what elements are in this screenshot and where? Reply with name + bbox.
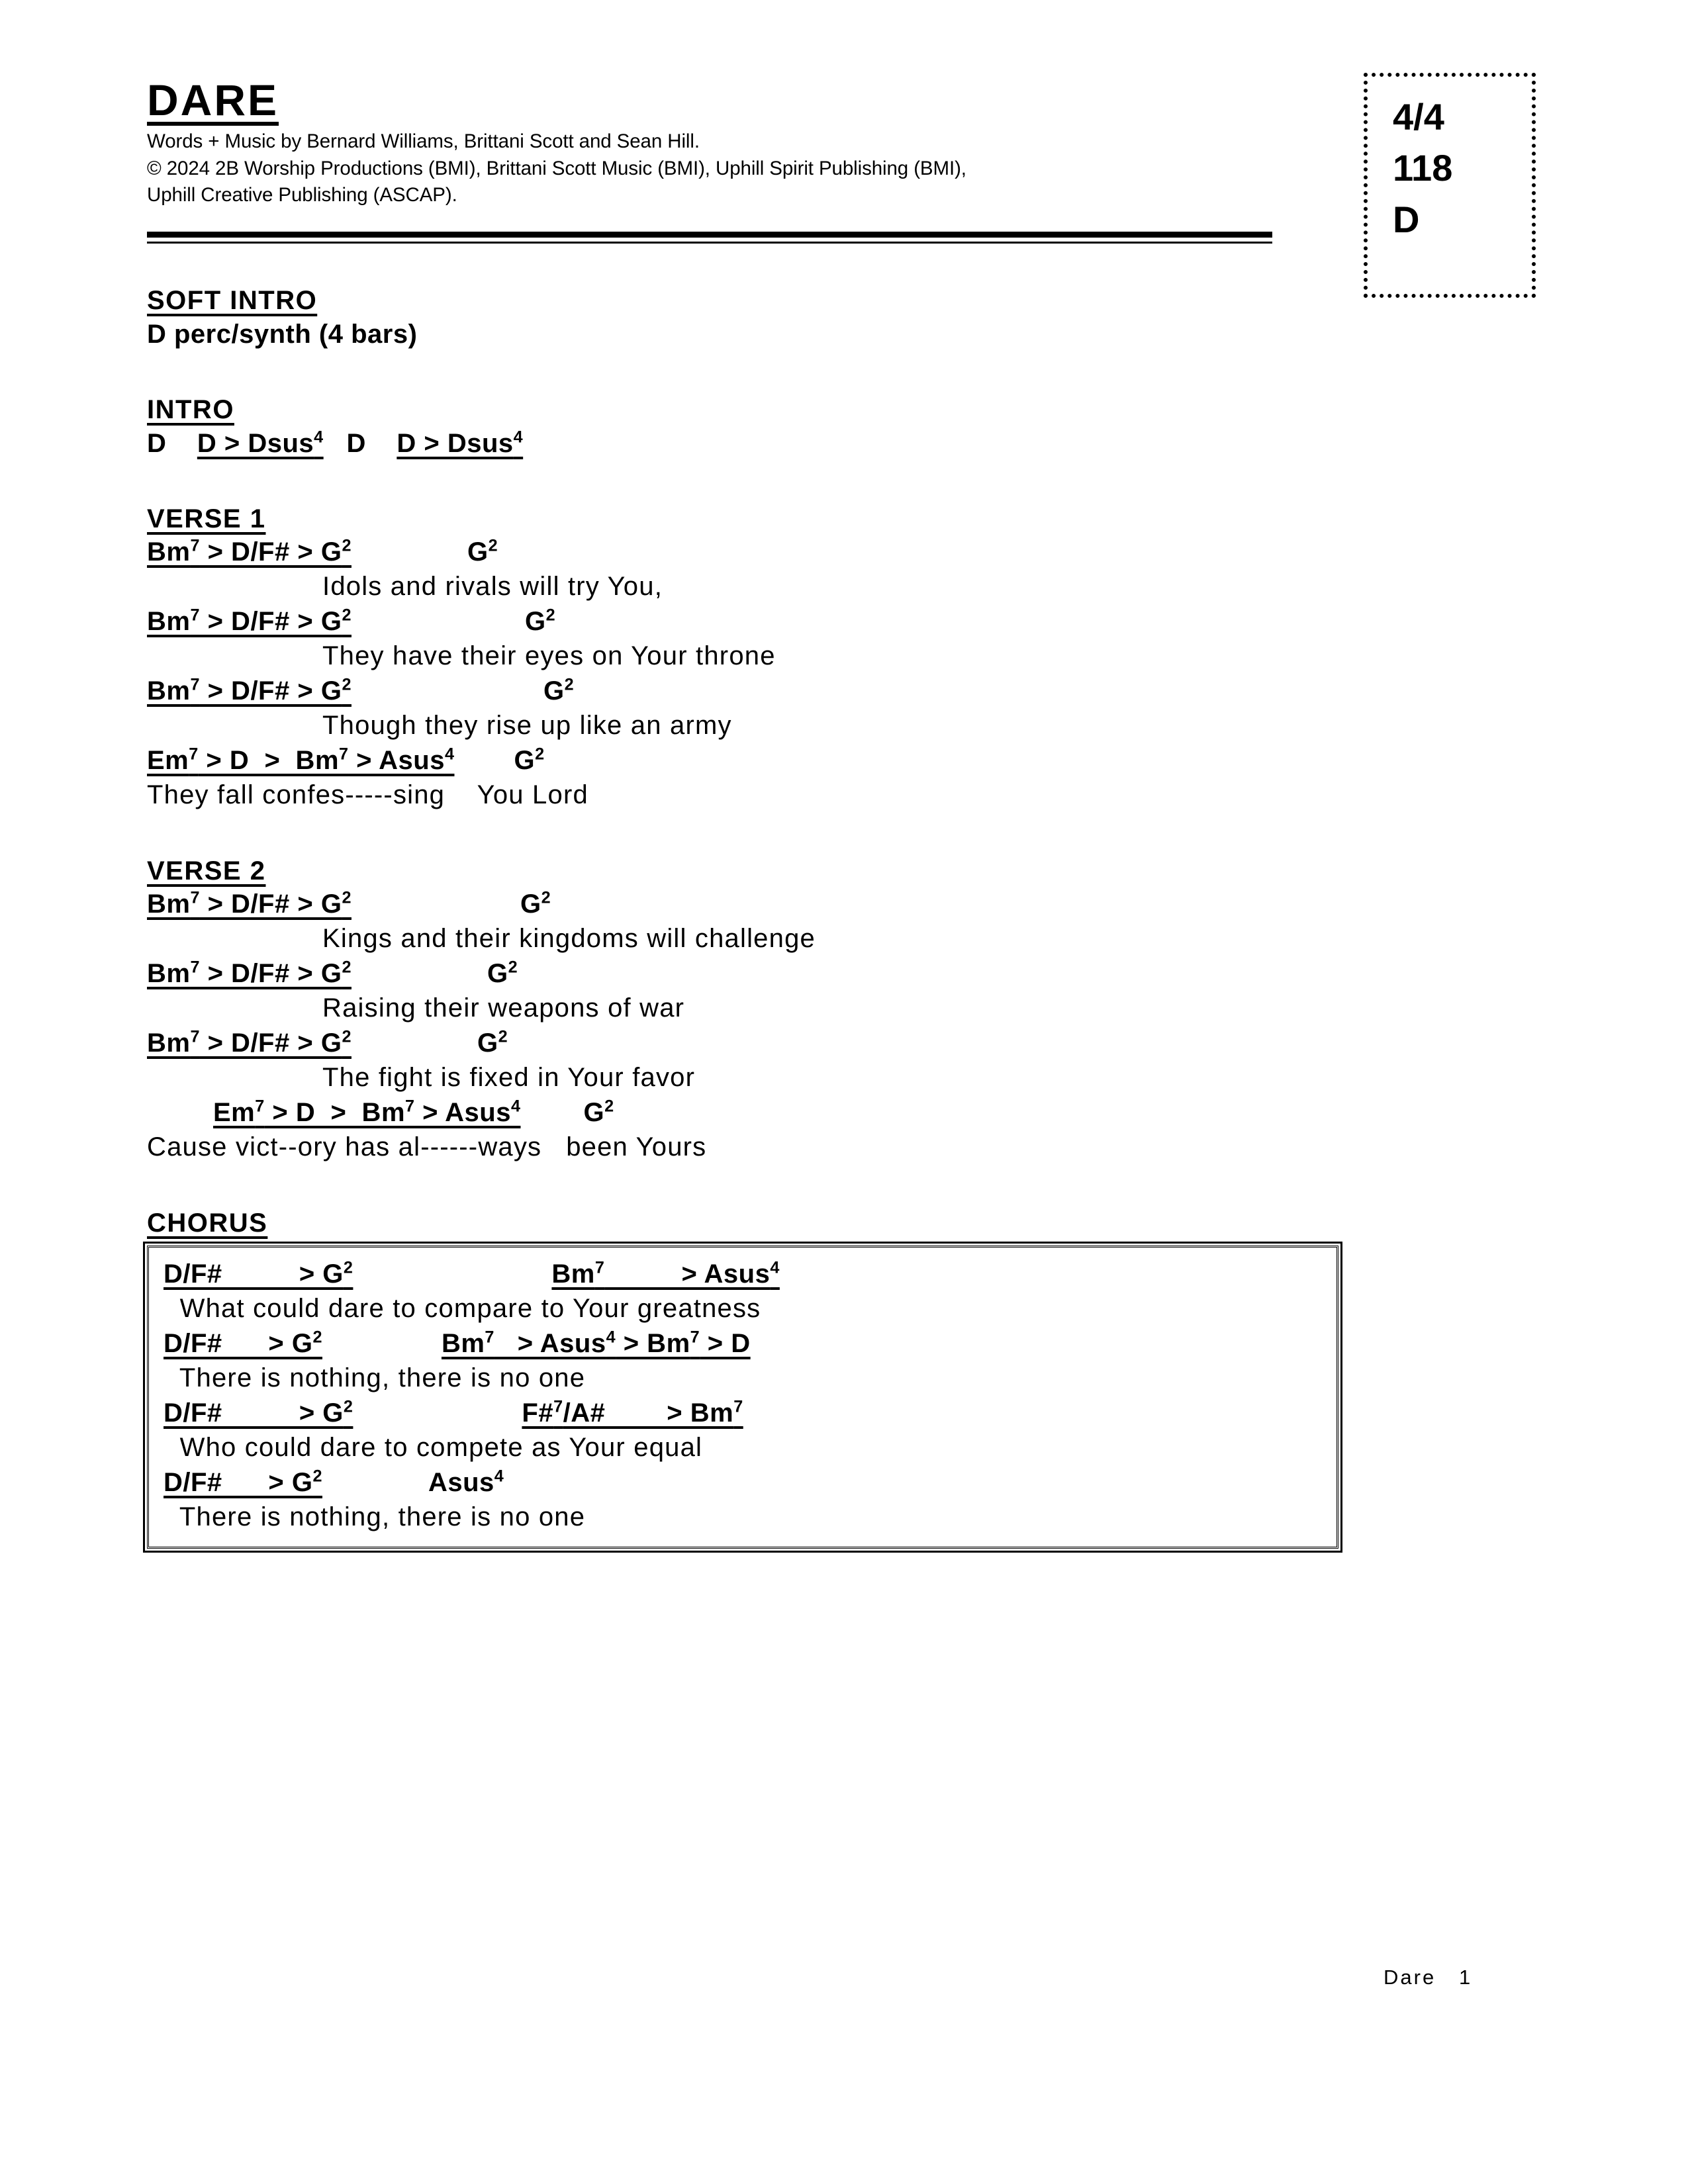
lyric-line: Kings and their kingdoms will challenge xyxy=(322,924,816,954)
chord-line xyxy=(164,1396,1323,1430)
chord-progression: $Em^7 > D > Bm^7$ > Asus$^4$ xyxy=(147,745,455,775)
chord-trailing: $G^2$ xyxy=(520,889,551,919)
chord-trailing: $G^2$ xyxy=(543,675,575,705)
chord-extension: 4 xyxy=(510,1097,521,1116)
chord-extension: 4 xyxy=(606,1328,616,1347)
soft-intro-instruction: D perc/synth (4 bars) xyxy=(147,319,418,349)
chord-trailing: $G^2$ xyxy=(514,745,545,775)
chord-extension: 2 xyxy=(343,1397,353,1416)
page-title: DARE xyxy=(147,75,279,124)
chord-trailing: $G^2$ xyxy=(477,1027,508,1058)
chord-line xyxy=(147,887,1537,921)
key-tempo-box xyxy=(1364,73,1536,298)
chorus-lines xyxy=(164,1257,1323,1534)
section-heading-chorus: CHORUS xyxy=(147,1208,268,1238)
chart-body xyxy=(147,285,1537,1549)
chord-progression: $Bm^7$ > D/F# > $G^2$ xyxy=(147,889,352,919)
lyric-line: There is nothing, there is no one xyxy=(164,1363,586,1393)
chord-extension: 7 xyxy=(190,1027,200,1046)
chord-extension: 2 xyxy=(488,537,498,556)
chord-extension: 2 xyxy=(342,1027,352,1046)
spacer xyxy=(147,351,1537,394)
chord-line xyxy=(147,1095,1537,1130)
lyric-line: Idols and rivals will try You, xyxy=(322,572,663,602)
lyric-line: Cause vict--ory has al------ways been Yours xyxy=(147,1132,707,1161)
chord-trailing: $G^2$ xyxy=(467,537,498,567)
chord-line xyxy=(147,743,1537,778)
chord-trailing: $G^2$ xyxy=(583,1097,614,1127)
intro-chord-line xyxy=(147,426,1537,461)
intro-chord-group-1 xyxy=(197,429,324,458)
intro-chord-text-1: D > Dsus xyxy=(197,428,314,458)
chord-progression-left: D/F# > $G^2$ xyxy=(164,1397,353,1428)
chord-line xyxy=(147,956,1537,991)
credit-line-copyright-2: Uphill Creative Publishing (ASCAP). xyxy=(147,184,457,206)
intro-chord-plain-2: D xyxy=(346,428,366,458)
chord-line xyxy=(164,1326,1323,1361)
credit-line-authors: Words + Music by Bernard Williams, Brittani Scott and Sean Hill. xyxy=(147,130,700,152)
chord-progression: $Bm^7$ > D/F# > $G^2$ xyxy=(147,537,352,567)
spacer xyxy=(147,813,1537,855)
chord-extension: 4 xyxy=(770,1259,780,1278)
section-chorus xyxy=(147,1207,1537,1549)
chord-progression-right: Asus$^4$ xyxy=(428,1467,504,1497)
chord-trailing: $G^2$ xyxy=(524,606,556,637)
chord-extension: 7 xyxy=(690,1328,700,1347)
chord-progression-left: D/F# > $G^2$ xyxy=(164,1467,322,1497)
chord-progression: $Bm^7$ > D/F# > $G^2$ xyxy=(147,1027,352,1058)
lyric-line: They have their eyes on Your throne xyxy=(322,641,776,671)
lyric-line: Raising their weapons of war xyxy=(322,993,685,1023)
chord-extension: 2 xyxy=(498,1027,508,1046)
chord-extension: 2 xyxy=(541,889,551,908)
section-intro xyxy=(147,394,1537,461)
chord-progression-left: D/F# > $G^2$ xyxy=(164,1259,353,1289)
chord-line xyxy=(147,674,1537,708)
page-footer: Dare 1 xyxy=(1383,1966,1473,1989)
chord-extension: 4 xyxy=(494,1467,504,1486)
lyric-line: There is nothing, there is no one xyxy=(164,1502,586,1531)
chord-extension: 7 xyxy=(405,1097,415,1116)
divider-thick-rule xyxy=(147,232,1272,238)
chord-extension: 4 xyxy=(444,745,455,764)
chord-progression-left: D/F# > $G^2$ xyxy=(164,1328,322,1359)
section-verse-1 xyxy=(147,503,1537,813)
header-divider xyxy=(147,232,1272,244)
divider-thin-rule xyxy=(147,242,1272,244)
section-heading-soft-intro: SOFT INTRO xyxy=(147,286,318,315)
chord-extension: 7 xyxy=(594,1259,605,1278)
chord-extension: 2 xyxy=(545,606,556,625)
chord-progression: $Em^7 > D > Bm^7$ > Asus$^4$ xyxy=(213,1097,521,1127)
chord-progression: $Bm^7$ > D/F# > $G^2$ xyxy=(147,606,352,637)
lyric-line: Though they rise up like an army xyxy=(322,710,732,740)
chord-extension: 2 xyxy=(342,537,352,556)
chord-extension: 7 xyxy=(485,1328,494,1347)
chord-extension: 2 xyxy=(342,889,352,908)
chord-extension: 2 xyxy=(312,1328,322,1347)
verse-2-lines xyxy=(147,887,1537,1164)
chord-line xyxy=(147,604,1537,639)
spacer xyxy=(147,1165,1537,1207)
chord-extension: 7 xyxy=(190,889,200,908)
chord-progression: $Bm^7$ > D/F# > $G^2$ xyxy=(147,675,352,705)
intro-chord-sup-1: 4 xyxy=(314,428,324,447)
chord-extension: 2 xyxy=(535,745,545,764)
spacer xyxy=(147,461,1537,503)
intro-chord-group-2 xyxy=(397,429,523,458)
section-verse-2 xyxy=(147,855,1537,1165)
chord-extension: 7 xyxy=(190,537,200,556)
chord-extension: 7 xyxy=(190,958,200,977)
key-value: D xyxy=(1393,198,1420,240)
intro-chord-sup-2: 4 xyxy=(513,428,524,447)
chord-extension: 7 xyxy=(733,1397,743,1416)
chord-extension: 2 xyxy=(342,606,352,625)
lyric-line: They fall confes-----sing You Lord xyxy=(147,780,588,809)
chord-extension: 7 xyxy=(339,745,349,764)
chord-extension: 7 xyxy=(190,606,200,625)
chord-progression-right: Bm$^7$ > Asus$^4$ xyxy=(551,1259,780,1289)
lyric-line: The fight is fixed in Your favor xyxy=(322,1062,696,1092)
chord-extension: 7 xyxy=(190,675,200,694)
chord-line xyxy=(147,1026,1537,1060)
chord-extension: 7 xyxy=(553,1397,563,1416)
chorus-box xyxy=(147,1246,1338,1548)
time-signature-value: 4/4 xyxy=(1393,96,1444,138)
chord-trailing: $G^2$ xyxy=(487,958,518,989)
chord-extension: 2 xyxy=(564,675,575,694)
section-heading-intro: INTRO xyxy=(147,394,234,424)
lyric-line: What could dare to compare to Your greatness xyxy=(164,1294,761,1324)
chord-progression: $Bm^7$ > D/F# > $G^2$ xyxy=(147,958,352,989)
chord-progression-right: Bm$^7$ > Asus$^4$ > $Bm^7 > D$ xyxy=(441,1328,751,1359)
chord-line xyxy=(147,535,1537,569)
chord-extension: 2 xyxy=(342,675,352,694)
chord-extension: 2 xyxy=(343,1259,353,1278)
chord-line xyxy=(164,1257,1323,1291)
document-header xyxy=(147,75,1272,209)
chord-extension: 7 xyxy=(189,745,199,764)
section-heading-verse-2: VERSE 2 xyxy=(147,856,266,886)
chord-extension: 7 xyxy=(255,1097,265,1116)
section-heading-verse-1: VERSE 1 xyxy=(147,504,266,533)
chord-extension: 2 xyxy=(604,1097,614,1116)
intro-chord-plain-1: D xyxy=(147,428,167,458)
tempo-value: 118 xyxy=(1393,147,1453,189)
chord-extension: 2 xyxy=(312,1467,322,1486)
lyric-line: Who could dare to compete as Your equal xyxy=(164,1432,703,1462)
credit-line-copyright-1: © 2024 2B Worship Productions (BMI), Brittani Scott Music (BMI), Uphill Spirit Publishing (BMI), xyxy=(147,157,966,179)
chord-extension: 2 xyxy=(342,958,352,977)
chord-line xyxy=(164,1465,1323,1500)
intro-chord-text-2: D > Dsus xyxy=(397,428,514,458)
chord-progression-right: F#$^7$/A# > $Bm^7$ xyxy=(522,1397,743,1428)
chord-extension: 2 xyxy=(508,958,518,977)
verse-1-lines xyxy=(147,535,1537,812)
section-soft-intro xyxy=(147,285,1537,351)
